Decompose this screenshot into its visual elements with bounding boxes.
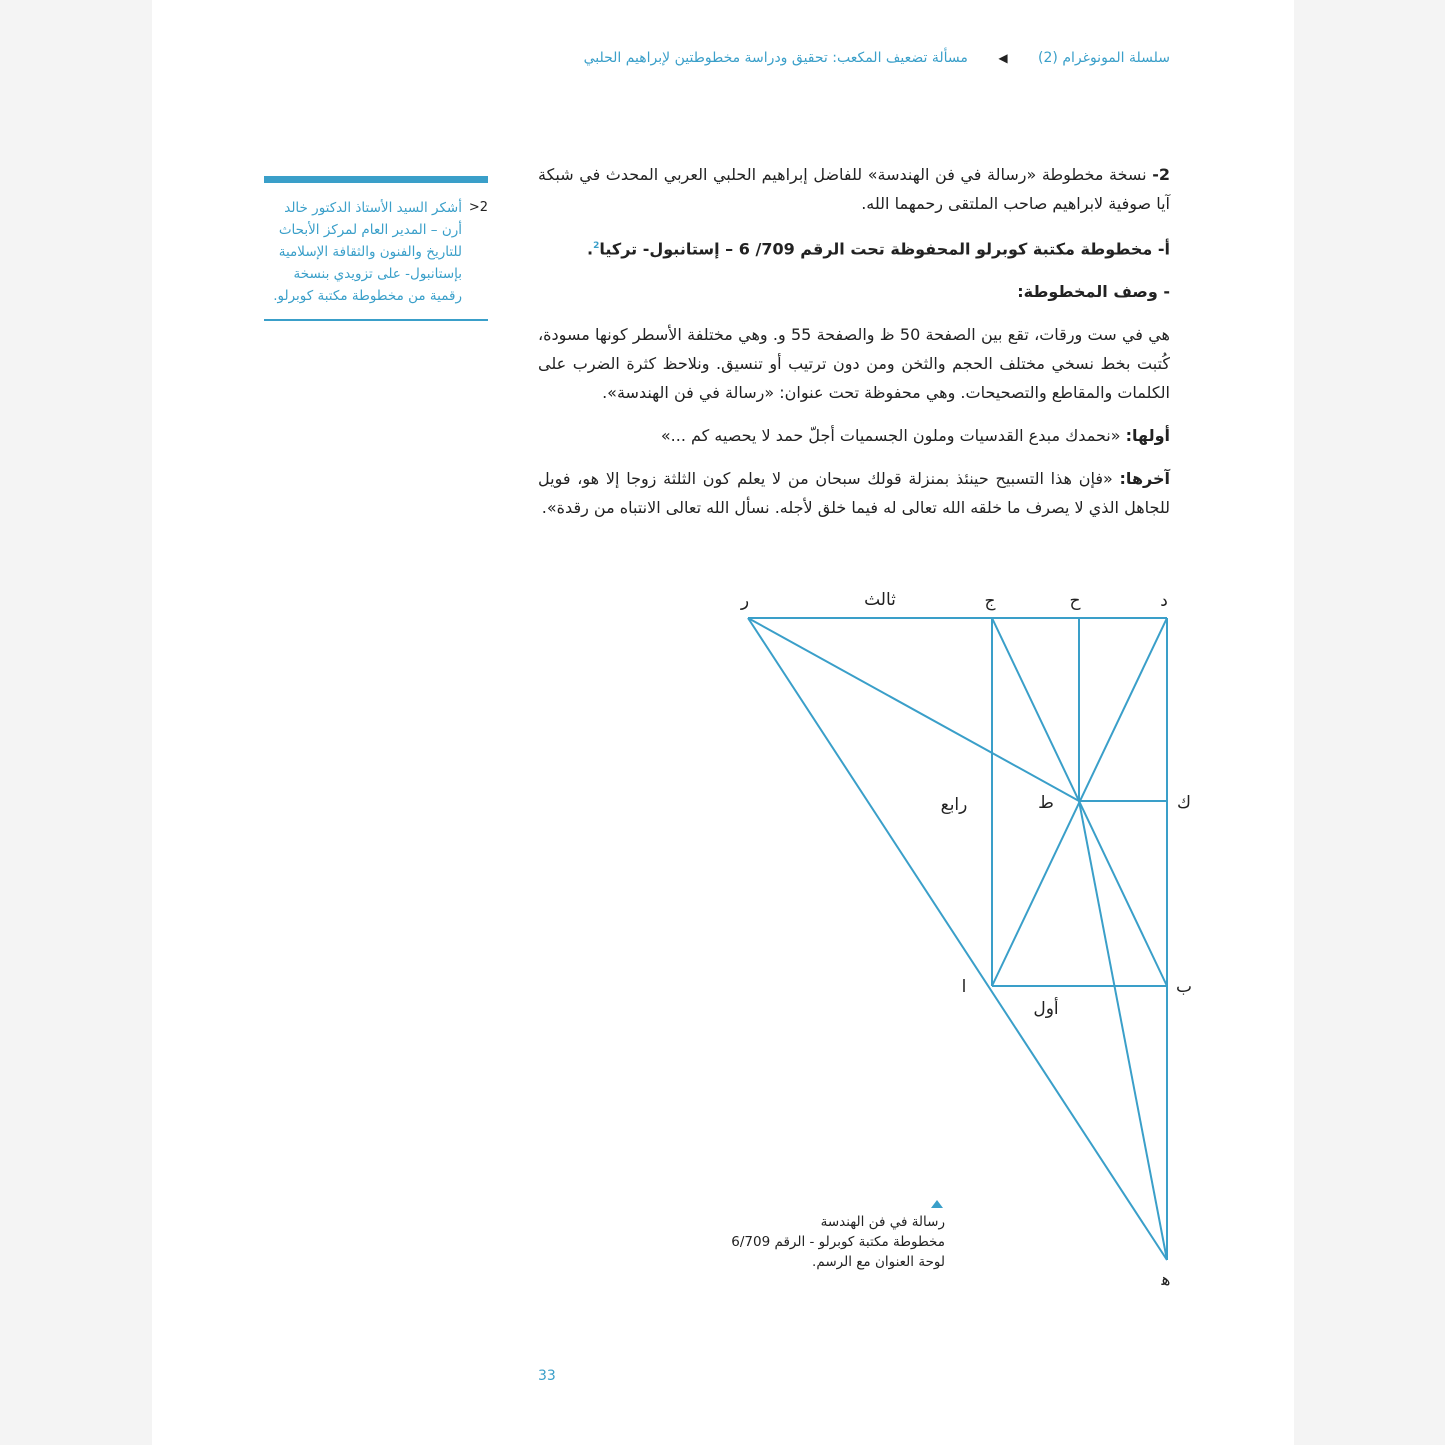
caption-line-1: رسالة في فن الهندسة	[820, 1214, 945, 1230]
label-jim: ج	[984, 591, 996, 611]
first-label: أولها:	[1125, 426, 1170, 446]
label-ta: ط	[1038, 793, 1054, 813]
paragraph-description: هي في ست ورقات، تقع بين الصفحة 50 ظ والصفحة 55 و. وهي مختلفة الأسطر كونها مسودة، كُتبت بخط نسخي مختلف الحجم والثخن ومن دون ترتيب أو تنسيق. ونلاحظ كثرة الضرب على الكلمات والمقاطع والتصحيحات. وهي محفوظة تحت عنوان: «رسالة في فن الهندسة».	[538, 325, 1170, 403]
label-r: ر	[740, 591, 750, 611]
label-thalith: ثالث	[864, 590, 896, 610]
last-text: «فإن هذا التسبيح حينئذ بمنزلة قولك سبحان من لا يعلم كون الثلثة زوجا إلا هو، فويل للجاهل الذي لا يصرف ما خلقه الله تعالى له فيما خلق لأجله. نسأل الله تعالى الانتباه من رقدة».	[538, 469, 1170, 518]
series-title: سلسلة المونوغرام (2)	[1038, 50, 1170, 66]
line-hypotenuse	[731, 618, 1167, 1260]
footnote-text: أشكر السيد الأستاذ الدكتور خالد أرن – المدير العام لمركز الأبحاث للتاريخ والفنون والثقافة الإسلامية بإستانبول- على تزويدي بنسخة رقمية من مخطوطة مكتبة كوبرلو.	[273, 200, 462, 304]
heading-manuscript-a: أ- مخطوطة مكتبة كوبرلو المحفوظة تحت الرقم 709/ 6 – إستانبول- تركيا$^2$.	[587, 239, 1170, 259]
diagram-lines	[731, 618, 1167, 1260]
label-alif: ا	[961, 977, 967, 997]
caption-line-3: لوحة العنوان مع الرسم.	[812, 1254, 945, 1270]
footnote-ref[interactable]: 2	[593, 241, 600, 251]
line-r-t	[748, 618, 1079, 801]
breadcrumb-arrow-icon: ◀	[998, 51, 1008, 65]
item-text: نسخة مخطوطة «رسالة في فن الهندسة» للفاضل إبراهيم الحلبي العربي المحدث في شبكة آيا صوفية لابراهيم صاحب الملتقى رحمهما الله.	[538, 165, 1170, 213]
caption-triangle-icon	[931, 1200, 943, 1208]
last-label: آخرها:	[1119, 469, 1170, 489]
footnote-number: 2<	[468, 200, 488, 215]
label-he: ﻫ	[1161, 1270, 1171, 1290]
label-kaf: ك	[1176, 793, 1192, 813]
page-number: 33	[538, 1368, 556, 1384]
label-rabi: رابع	[940, 795, 968, 815]
caption-line-2: مخطوطة مكتبة كوبرلو - الرقم 6/709	[731, 1234, 945, 1250]
label-ha: ح	[1069, 591, 1081, 611]
label-dal: د	[1160, 591, 1168, 611]
first-text: «نحمدك مبدع القدسيات وملون الجسميات أجلّ حمد لا يحصيه كم ...»	[660, 426, 1126, 446]
item-number: 2-	[1152, 165, 1170, 184]
heading-a-text: أ- مخطوطة مكتبة كوبرلو المحفوظة تحت الرقم 709/ 6 – إستانبول- تركيا	[599, 239, 1170, 259]
heading-description: - وصف المخطوطة:	[1017, 282, 1170, 302]
label-ba: ب	[1175, 977, 1193, 997]
figure-caption	[731, 1200, 945, 1272]
chapter-title: مسألة تضعيف المكعب: تحقيق ودراسة مخطوطتين لإبراهيم الحلبي	[583, 50, 968, 66]
label-awwal: أول	[1033, 999, 1059, 1019]
